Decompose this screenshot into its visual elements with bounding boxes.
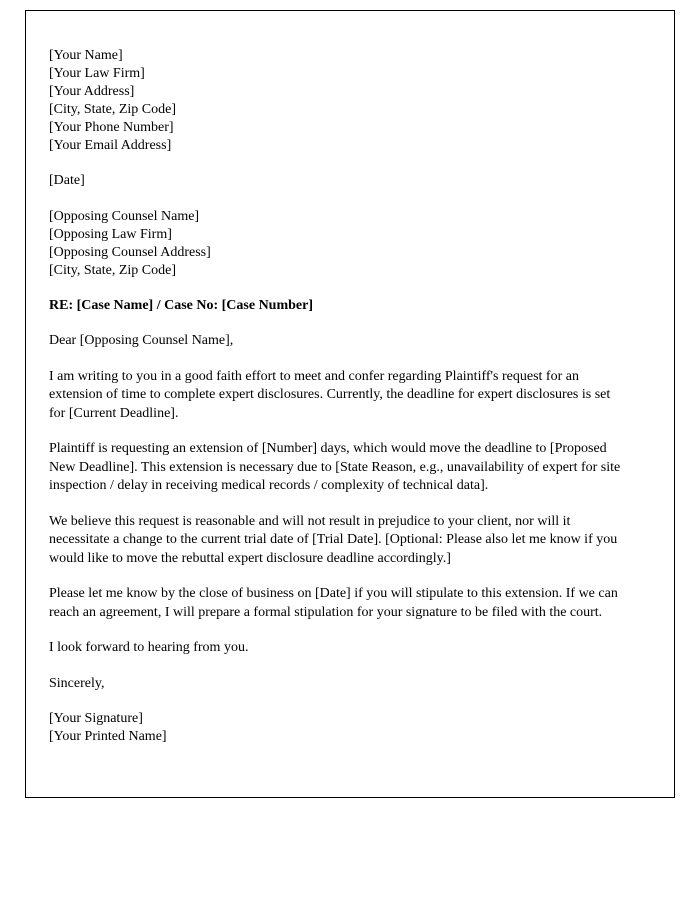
salutation: Dear [Opposing Counsel Name], [49, 333, 234, 348]
paragraph-stipulation-deadline: Please let me know by the close of business on [Date] if you will stipulate to this extension. If we can reach an agreement, I will prepare a formal stipulation for your signature to be filed with the court. [49, 586, 618, 620]
closing: Sincerely, [49, 675, 105, 691]
sender-law-firm: [Your Law Firm] [49, 66, 145, 81]
sender-phone: [Your Phone Number] [49, 120, 174, 135]
printed-name-line: [Your Printed Name] [49, 729, 167, 744]
paragraph-extension-details: Plaintiff is requesting an extension of [Number] days, which would move the deadline to [Proposed New Deadline]. This extension is necessary due to [State Reason, e.g., unavailability of expert for site inspection / delay in receiving medical records / complexity of technical data]. [49, 441, 621, 493]
signature-line: [Your Signature] [49, 711, 143, 726]
signature-block [49, 710, 624, 746]
letter-page [25, 10, 675, 798]
recipient-block [49, 208, 624, 280]
recipient-address: [Opposing Counsel Address] [49, 244, 211, 260]
date-line: [Date] [49, 173, 85, 188]
sender-address: [Your Address] [49, 84, 135, 99]
sender-city-state-zip: [City, State, Zip Code] [49, 102, 177, 117]
paragraph-look-forward: I look forward to hearing from you. [49, 640, 249, 655]
sender-email: [Your Email Address] [49, 138, 172, 153]
sender-name: [Your Name] [49, 48, 123, 63]
sender-block [49, 47, 624, 155]
subject-line: RE: [Case Name] / Case No: [Case Number] [49, 297, 313, 313]
recipient-law-firm: [Opposing Law Firm] [49, 226, 172, 242]
recipient-city-state-zip: [City, State, Zip Code] [49, 262, 177, 278]
recipient-name: [Opposing Counsel Name] [49, 208, 200, 224]
paragraph-no-prejudice: We believe this request is reasonable and will not result in prejudice to your client, nor will it necessitate a change to the current trial date of [Trial Date]. [Optional: Please also let me know if you would like to move the rebuttal expert disclosure deadline accordingly.] [49, 513, 618, 566]
paragraph-extension-request: I am writing to you in a good faith effort to meet and confer regarding Plaintiff's request for an extension of time to complete expert disclosures. Currently, the deadline for expert disclosures is set for [Current Deadline]. [49, 368, 611, 421]
